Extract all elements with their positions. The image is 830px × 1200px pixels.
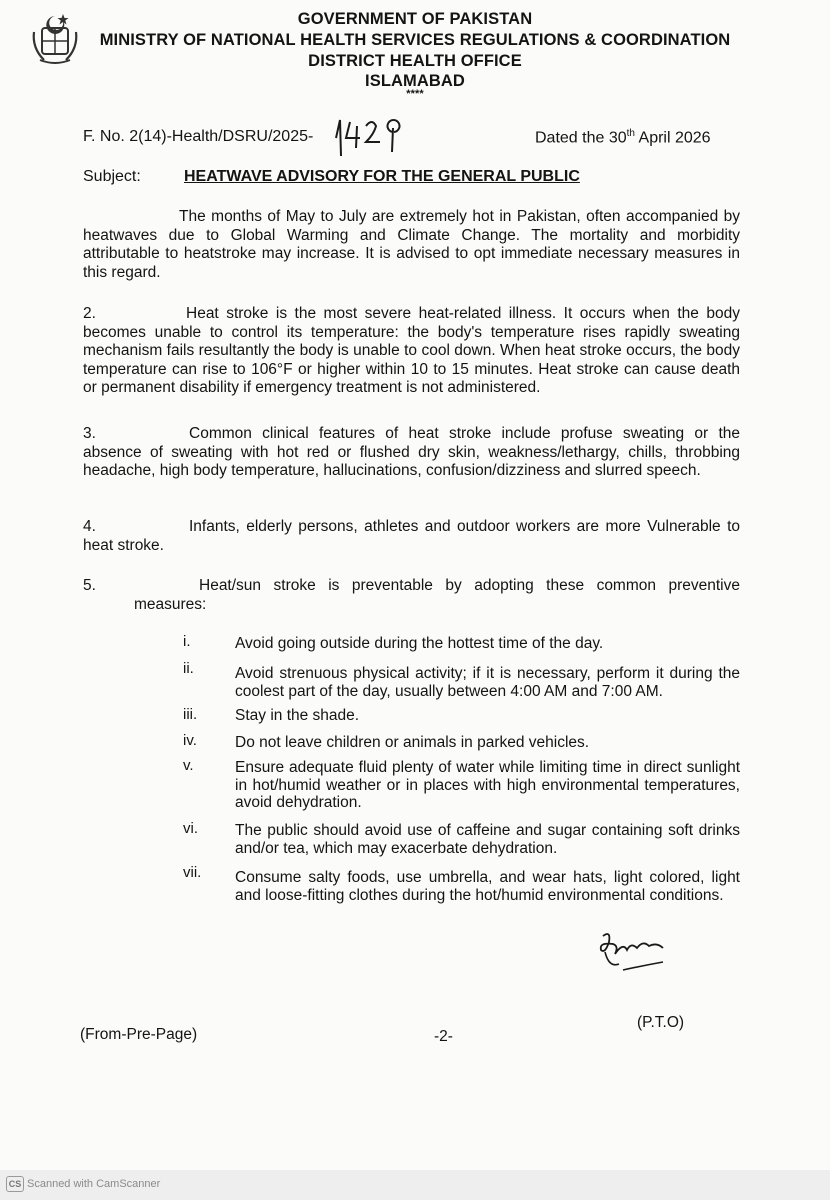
measure-item: The public should avoid use of caffeine and sugar containing soft drinks and/or tea, which may exacerbate dehydration. bbox=[235, 822, 740, 857]
paragraph-4: Infants, elderly persons, athletes and outdoor workers are more Vulnerable to heat stroke. bbox=[83, 518, 740, 554]
measure-number: vi. bbox=[183, 820, 198, 837]
letter-date: Dated the 30th April 2026 bbox=[535, 128, 711, 147]
measure-item: Stay in the shade. bbox=[235, 707, 360, 724]
header-stars: **** bbox=[406, 88, 424, 100]
paragraph-4-number: 4. bbox=[83, 518, 96, 535]
measure-number: ii. bbox=[183, 660, 194, 677]
measure-item: Avoid going outside during the hottest time of the day. bbox=[235, 635, 604, 652]
measure-item: Do not leave children or animals in parked vehicles. bbox=[235, 734, 590, 751]
measure-item: Consume salty foods, use umbrella, and wear hats, light colored, light and loose-fitting clothes during the hot/humid environmental conditions. bbox=[235, 869, 740, 904]
measure-item: Avoid strenuous physical activity; if it is necessary, perform it during the coolest part of the day, usually between 4:00 AM and 7:00 AM. bbox=[235, 665, 740, 700]
pto-label: (P.T.O) bbox=[637, 1014, 685, 1031]
header-office: DISTRICT HEALTH OFFICE bbox=[308, 52, 522, 70]
paragraph-3: Common clinical features of heat stroke include profuse sweating or the absence of sweating with hot red or flushed dry skin, weakness/lethargy, chills, throbbing headache, high body temperature, hallucinations, confusion/dizziness and slurred speech. bbox=[83, 425, 740, 479]
measure-number: v. bbox=[183, 757, 194, 774]
page-number: -2- bbox=[434, 1028, 453, 1045]
subject-label: Subject: bbox=[83, 168, 141, 185]
handwritten-file-number bbox=[330, 112, 408, 162]
header-city: ISLAMABAD bbox=[365, 72, 465, 90]
paragraph-2-number: 2. bbox=[83, 305, 96, 322]
paragraph-1: The months of May to July are extremely hot in Pakistan, often accompanied by heatwaves due to Global Warming and Climate Change. The mortality and morbidity attributable to heatstroke may increase. It is advised to opt immediate necessary measures in this regard. bbox=[83, 208, 740, 281]
header-ministry: MINISTRY OF NATIONAL HEALTH SERVICES REGULATIONS & COORDINATION bbox=[99, 31, 731, 49]
svg-text:1429: 1429 bbox=[330, 112, 333, 113]
paragraph-2: Heat stroke is the most severe heat-related illness. It occurs when the body becomes unable to control its temperature: the body's temperature rises rapidly sweating mechanism fails resultantly the body is unable to cool down. When heat stroke occurs, the body temperature can rise to 106°F or higher within 10 to 15 minutes. Heat stroke can cause death or permanent disability if emergency treatment is not administered. bbox=[83, 305, 740, 396]
from-previous-page: (From-Pre-Page) bbox=[80, 1026, 198, 1043]
subject-title: HEATWAVE ADVISORY FOR THE GENERAL PUBLIC bbox=[184, 168, 580, 185]
header-government: GOVERNMENT OF PAKISTAN bbox=[297, 10, 533, 28]
measure-number: iv. bbox=[183, 732, 197, 749]
signature-icon bbox=[593, 928, 678, 978]
paragraph-3-number: 3. bbox=[83, 425, 96, 442]
measure-number: vii. bbox=[183, 864, 202, 881]
file-number: F. No. 2(14)-Health/DSRU/2025- bbox=[83, 128, 314, 145]
paragraph-5-number: 5. bbox=[83, 577, 96, 594]
paragraph-5: Heat/sun stroke is preventable by adopting these common preventive measures: bbox=[134, 577, 740, 613]
measure-item: Ensure adequate fluid plenty of water while limiting time in direct sunlight in hot/humid weather or in places with high environmental temperatures, avoid dehydration. bbox=[235, 759, 740, 811]
measure-number: iii. bbox=[183, 706, 198, 723]
scanner-watermark: Scanned with CamScanner bbox=[27, 1178, 161, 1190]
scanner-logo-icon: CS bbox=[6, 1176, 24, 1192]
measure-number: i. bbox=[183, 633, 191, 650]
